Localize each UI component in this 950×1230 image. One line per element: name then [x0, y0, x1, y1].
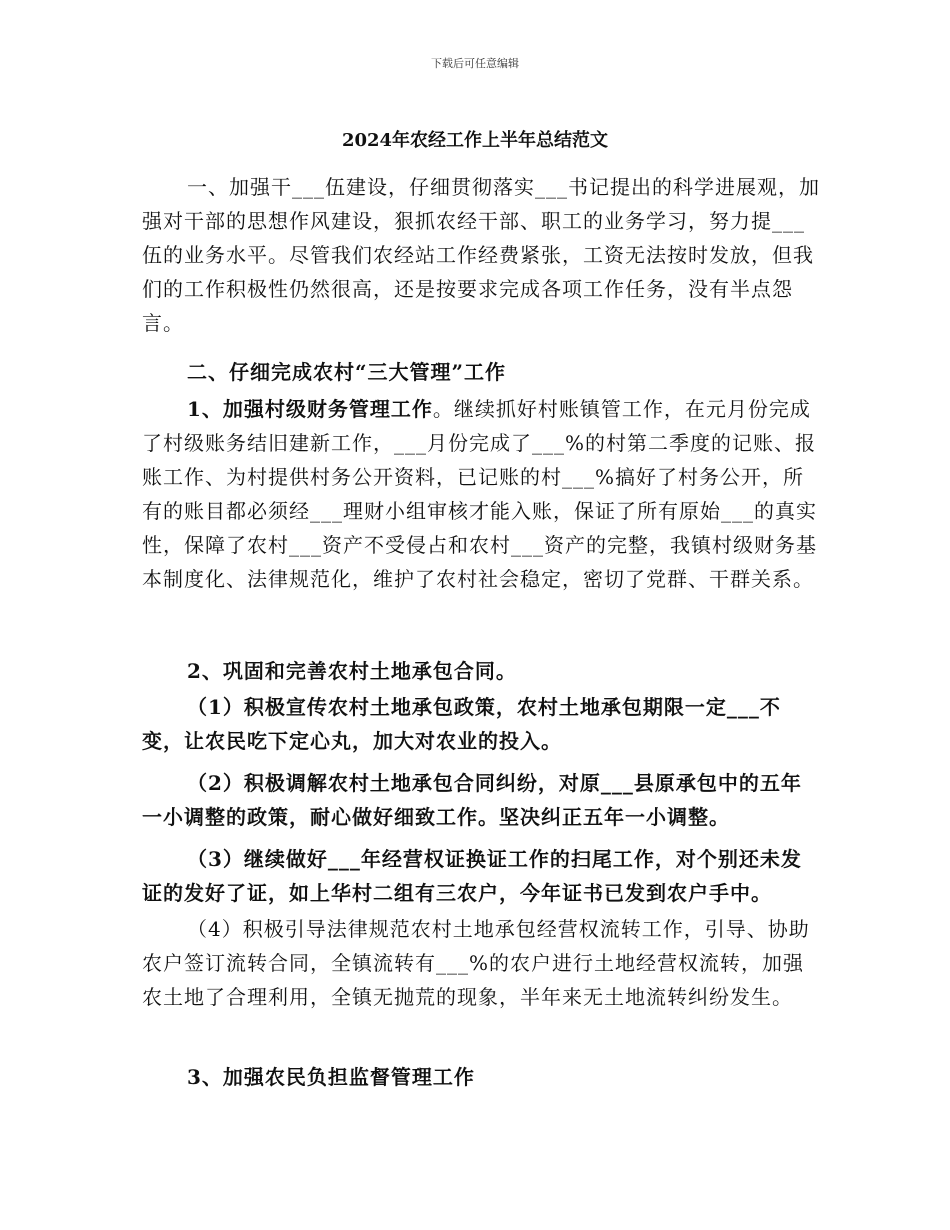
item-4-text: （4）积极引导法律规范农村土地承包经营权流转工作，引导、协助农户签订流转合同，全镇流转有___%的农户进行土地经营权流转，加强农土地了合理利用，全镇无抛荒的现象，半年来无土地流转纠纷发生。 [142, 917, 810, 1009]
paragraph-2 [142, 355, 822, 389]
item-2-text: （2）积极调解农村土地承包合同纠纷，对原___县原承包中的五年一小调整的政策，耐心做好细致工作。坚决纠正五年一小调整。 [142, 771, 802, 829]
paragraph-1-text: 一、加强干___伍建设，仔细贯彻落实___书记提出的科学进展观，加强对干部的思想作风建设，狠抓农经干部、职工的业务学习，努力提___伍的业务水平。尽管我们农经站工作经费紧张，工资无法按时发放，但我们的工作积极性仍然很高，还是按要求完成各项工作任务，没有半点怨言。 [142, 175, 820, 335]
section-heading-2: 二、仔细完成农村“三大管理”工作 [187, 360, 507, 384]
paragraph-3 [142, 392, 822, 596]
page-header: 下载后可任意编辑 [431, 57, 519, 70]
paragraph-7 [142, 842, 822, 910]
paragraph-8 [142, 912, 822, 1014]
subsection-heading-2: 2、巩固和完善农村土地承包合同。 [187, 659, 517, 683]
item-3-text: （3）继续做好___年经营权证换证工作的扫尾工作，对个别还未发证的发好了证，如上华村二组有三农户，今年证书已发到农户手中。 [142, 847, 802, 905]
subsection-heading-1: 1、加强村级财务管理工作 [187, 397, 433, 421]
paragraph-9 [142, 1060, 822, 1094]
paragraph-3-text: 。继续抓好村账镇管工作，在元月份完成了村级账务结旧建新工作，___月份完成了___%的村第二季度的记账、报账工作、为村提供村务公开资料，已记账的村___%搞好了村务公开，所有的账目都必须经___理财小组审核才能入账，保证了所有原始___的真实性，保障了农村___资产不受侵占和农村___资产的完整，我镇村级财务基本制度化、法律规范化，维护了农村社会稳定，密切了党群、干群关系。 [142, 397, 817, 591]
paragraph-5 [142, 690, 822, 758]
paragraph-6 [142, 766, 822, 834]
item-1-text: （1）积极宣传农村土地承包政策，农村土地承包期限一定___不变，让农民吃下定心丸，加大对农业的投入。 [142, 695, 781, 753]
paragraph-4 [142, 654, 822, 688]
subsection-heading-3: 3、加强农民负担监督管理工作 [187, 1065, 475, 1089]
document-title: 2024年农经工作上半年总结范文 [341, 130, 609, 151]
paragraph-1 [142, 170, 822, 340]
